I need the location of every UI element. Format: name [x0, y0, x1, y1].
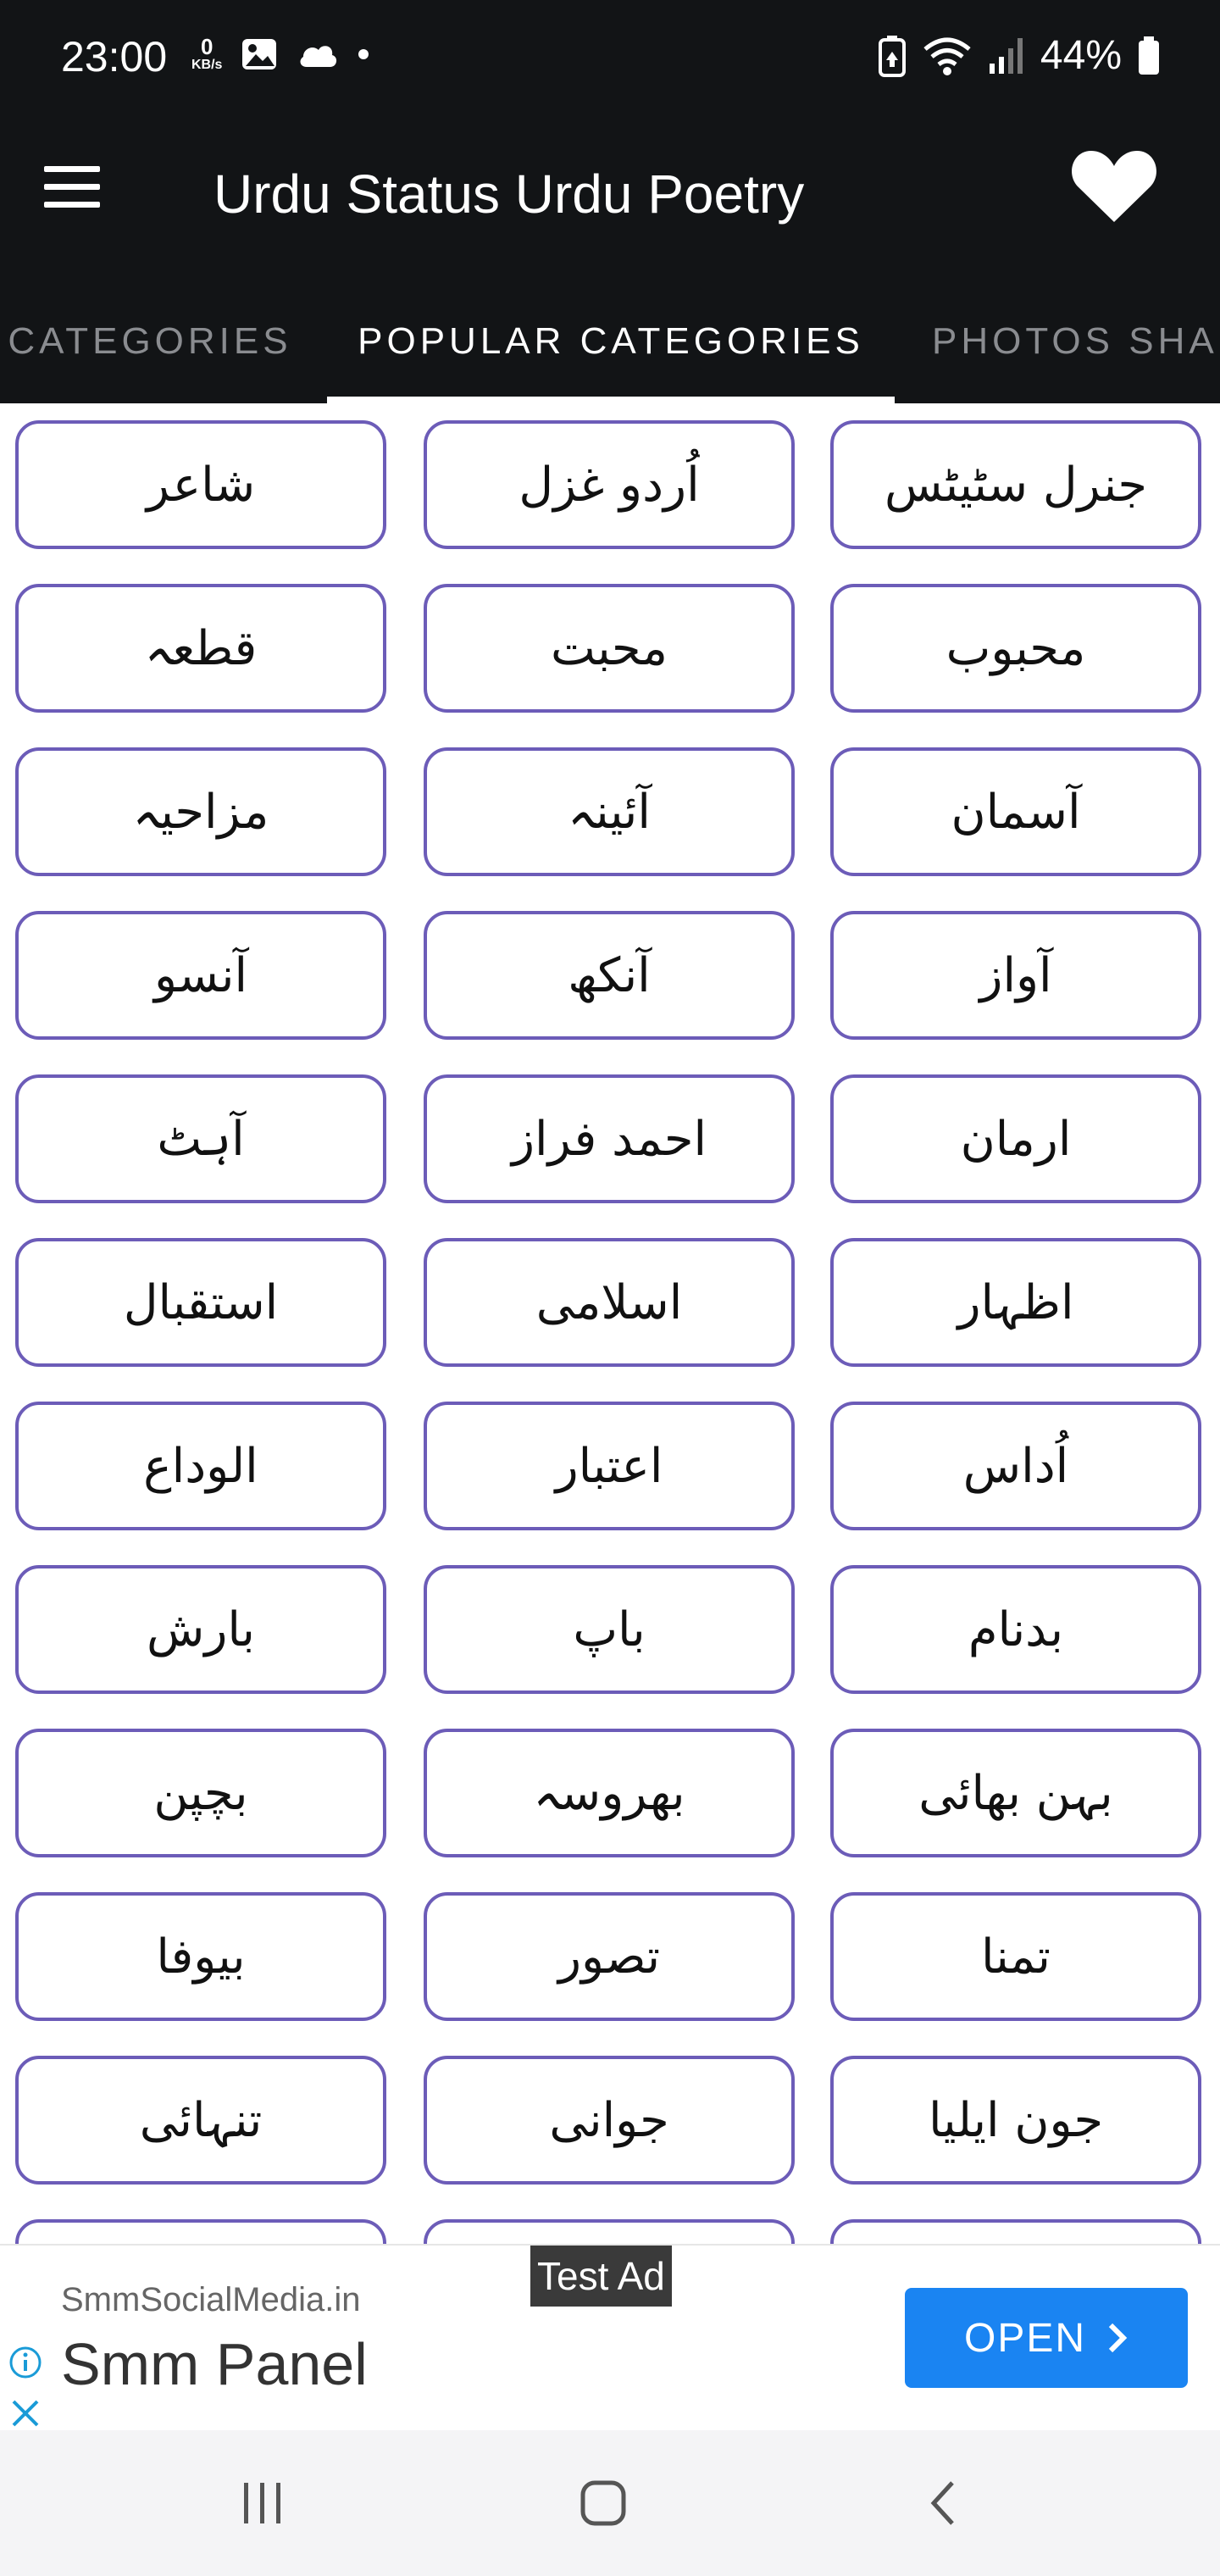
image-icon	[241, 37, 278, 71]
category-button[interactable]: آئینہ	[424, 747, 795, 876]
battery-saver-icon	[878, 35, 907, 77]
ad-open-button[interactable]	[905, 2288, 1188, 2388]
category-button[interactable]: اُردو غزل	[424, 420, 795, 549]
category-button[interactable]: اعتبار	[424, 1402, 795, 1530]
category-button[interactable]: محبت	[424, 584, 795, 713]
category-button[interactable]: مزاحیہ	[15, 747, 386, 876]
tab-categories[interactable]	[0, 280, 308, 403]
status-left-icons	[191, 36, 369, 73]
category-button[interactable]: بہن بھائی	[830, 1729, 1201, 1857]
category-button[interactable]	[424, 2219, 795, 2244]
heart-icon[interactable]	[1068, 144, 1161, 229]
category-button[interactable]: شاعر	[15, 420, 386, 549]
category-button[interactable]: جون ایلیا	[830, 2056, 1201, 2185]
category-button[interactable]: بیوفا	[15, 1892, 386, 2021]
net-speed-unit: KB/s	[191, 58, 223, 72]
category-button[interactable]: بارش	[15, 1565, 386, 1694]
category-button[interactable]: آنکھ	[424, 911, 795, 1040]
category-button[interactable]: بچپن	[15, 1729, 386, 1857]
category-button[interactable]: اسلامی	[424, 1238, 795, 1367]
chevron-right-icon	[1106, 2321, 1128, 2355]
net-speed-indicator	[191, 36, 222, 73]
active-tab-indicator	[327, 397, 895, 403]
tab-label: CATEGORIES	[8, 320, 292, 362]
home-icon[interactable]	[552, 2469, 654, 2537]
status-bar	[0, 0, 1220, 119]
category-button[interactable]: آہٹ	[15, 1074, 386, 1203]
wifi-icon	[922, 36, 973, 76]
category-button[interactable]: ارمان	[830, 1074, 1201, 1203]
category-button[interactable]: آسمان	[830, 747, 1201, 876]
tab-label: POPULAR CATEGORIES	[358, 320, 864, 362]
tab-label: PHOTOS SHA	[932, 320, 1218, 362]
ad-open-label: OPEN	[963, 2315, 1087, 2361]
category-button[interactable]: آواز	[830, 911, 1201, 1040]
category-button[interactable]	[830, 2219, 1201, 2244]
status-right-icons	[878, 32, 1161, 79]
tab-photos-shayari[interactable]	[932, 280, 1220, 403]
signal-icon	[988, 36, 1025, 75]
back-icon[interactable]	[893, 2469, 995, 2537]
app-title: Urdu Status Urdu Poetry	[214, 164, 805, 225]
category-button[interactable]: قطعہ	[15, 584, 386, 713]
ad-domain: SmmSocialMedia.in	[61, 2281, 361, 2318]
cloud-icon	[297, 40, 339, 69]
category-button[interactable]: جنرل سٹیٹس	[830, 420, 1201, 549]
category-button[interactable]: تنہائی	[15, 2056, 386, 2185]
category-button[interactable]: بدنام	[830, 1565, 1201, 1694]
tab-bar	[0, 280, 1220, 403]
hamburger-menu-icon[interactable]	[44, 153, 120, 220]
info-icon[interactable]	[8, 2346, 42, 2379]
category-button[interactable]: احمد فراز	[424, 1074, 795, 1203]
app-bar	[0, 119, 1220, 288]
battery-icon	[1137, 36, 1161, 76]
ad-label: Test Ad	[530, 2246, 672, 2307]
ad-headline: Smm Panel	[61, 2331, 368, 2397]
status-time: 23:00	[61, 33, 168, 80]
ad-banner[interactable]	[0, 2244, 1220, 2430]
dot-icon	[358, 48, 369, 60]
category-button[interactable]: استقبال	[15, 1238, 386, 1367]
category-button[interactable]: اظہار	[830, 1238, 1201, 1367]
category-button[interactable]	[15, 2219, 386, 2244]
category-button[interactable]: بھروسہ	[424, 1729, 795, 1857]
category-grid	[0, 403, 1220, 2244]
tab-popular-categories[interactable]	[327, 280, 895, 403]
category-button[interactable]: محبوب	[830, 584, 1201, 713]
category-button[interactable]: تصور	[424, 1892, 795, 2021]
close-icon[interactable]	[8, 2396, 42, 2430]
net-speed-value: 0	[200, 34, 214, 59]
category-button[interactable]: آنسو	[15, 911, 386, 1040]
category-button[interactable]: الوداع	[15, 1402, 386, 1530]
category-button[interactable]: جوانی	[424, 2056, 795, 2185]
category-button[interactable]: تمنا	[830, 1892, 1201, 2021]
system-nav-bar	[0, 2430, 1220, 2576]
category-button[interactable]: باپ	[424, 1565, 795, 1694]
battery-percentage: 44%	[1040, 33, 1122, 78]
recent-apps-icon[interactable]	[212, 2469, 313, 2537]
category-button[interactable]: اُداس	[830, 1402, 1201, 1530]
